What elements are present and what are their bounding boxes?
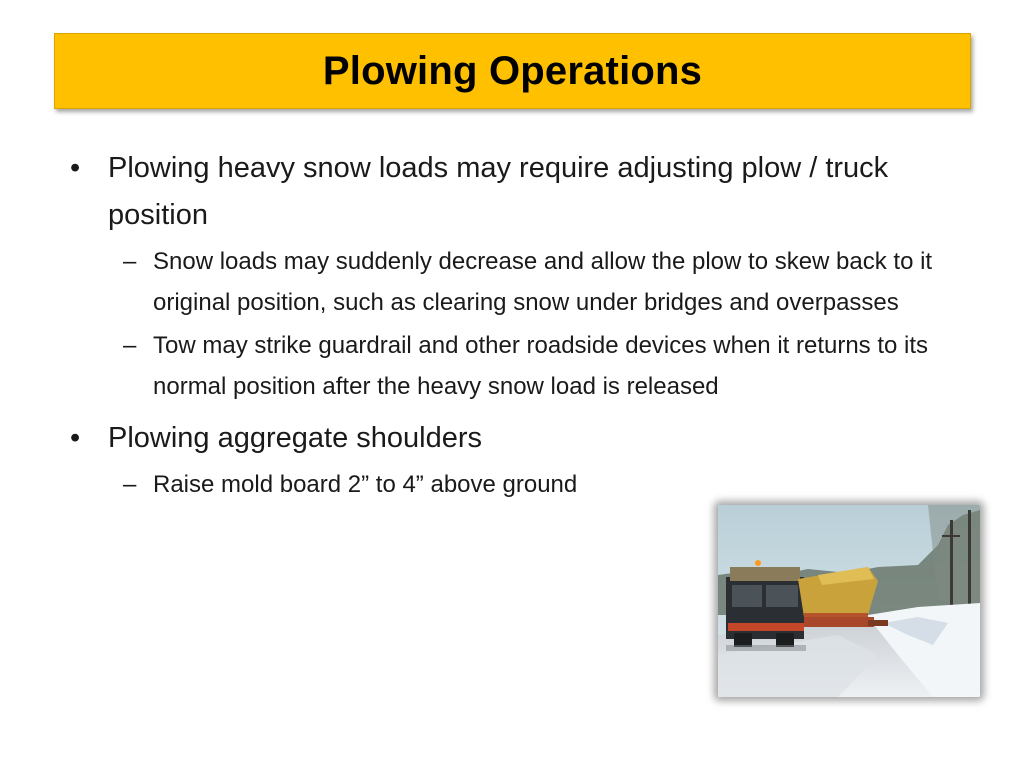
bullet-2-text: Plowing aggregate shoulders [108,422,483,454]
bullet-glyph: • [70,422,81,454]
title-banner [54,33,971,109]
slide-body [70,145,960,505]
sub-bullet-2-1 [70,464,960,505]
snowplow-photo [718,505,980,697]
sub-bullet-1-2 [70,325,960,407]
dash-glyph: – [123,471,137,498]
bullet-glyph: • [70,152,81,184]
bullet-1 [70,145,960,239]
sub-bullet-1-1-text: Snow loads may suddenly decrease and allow the plow to skew back to it original position, such as clearing snow under bridges and overpasses [153,248,933,316]
sub-bullet-1-1 [70,241,960,323]
sub-bullet-1-2-text: Tow may strike guardrail and other roadside devices when it returns to its normal position after the heavy snow load is released [153,332,929,400]
sub-bullet-2-1-text: Raise mold board 2” to 4” above ground [153,471,578,498]
dash-glyph: – [123,248,137,275]
bullet-1-text: Plowing heavy snow loads may require adjusting plow / truck position [108,152,889,231]
dash-glyph: – [123,332,137,359]
slide-title: Plowing Operations [322,48,703,93]
bullet-2 [70,415,960,462]
